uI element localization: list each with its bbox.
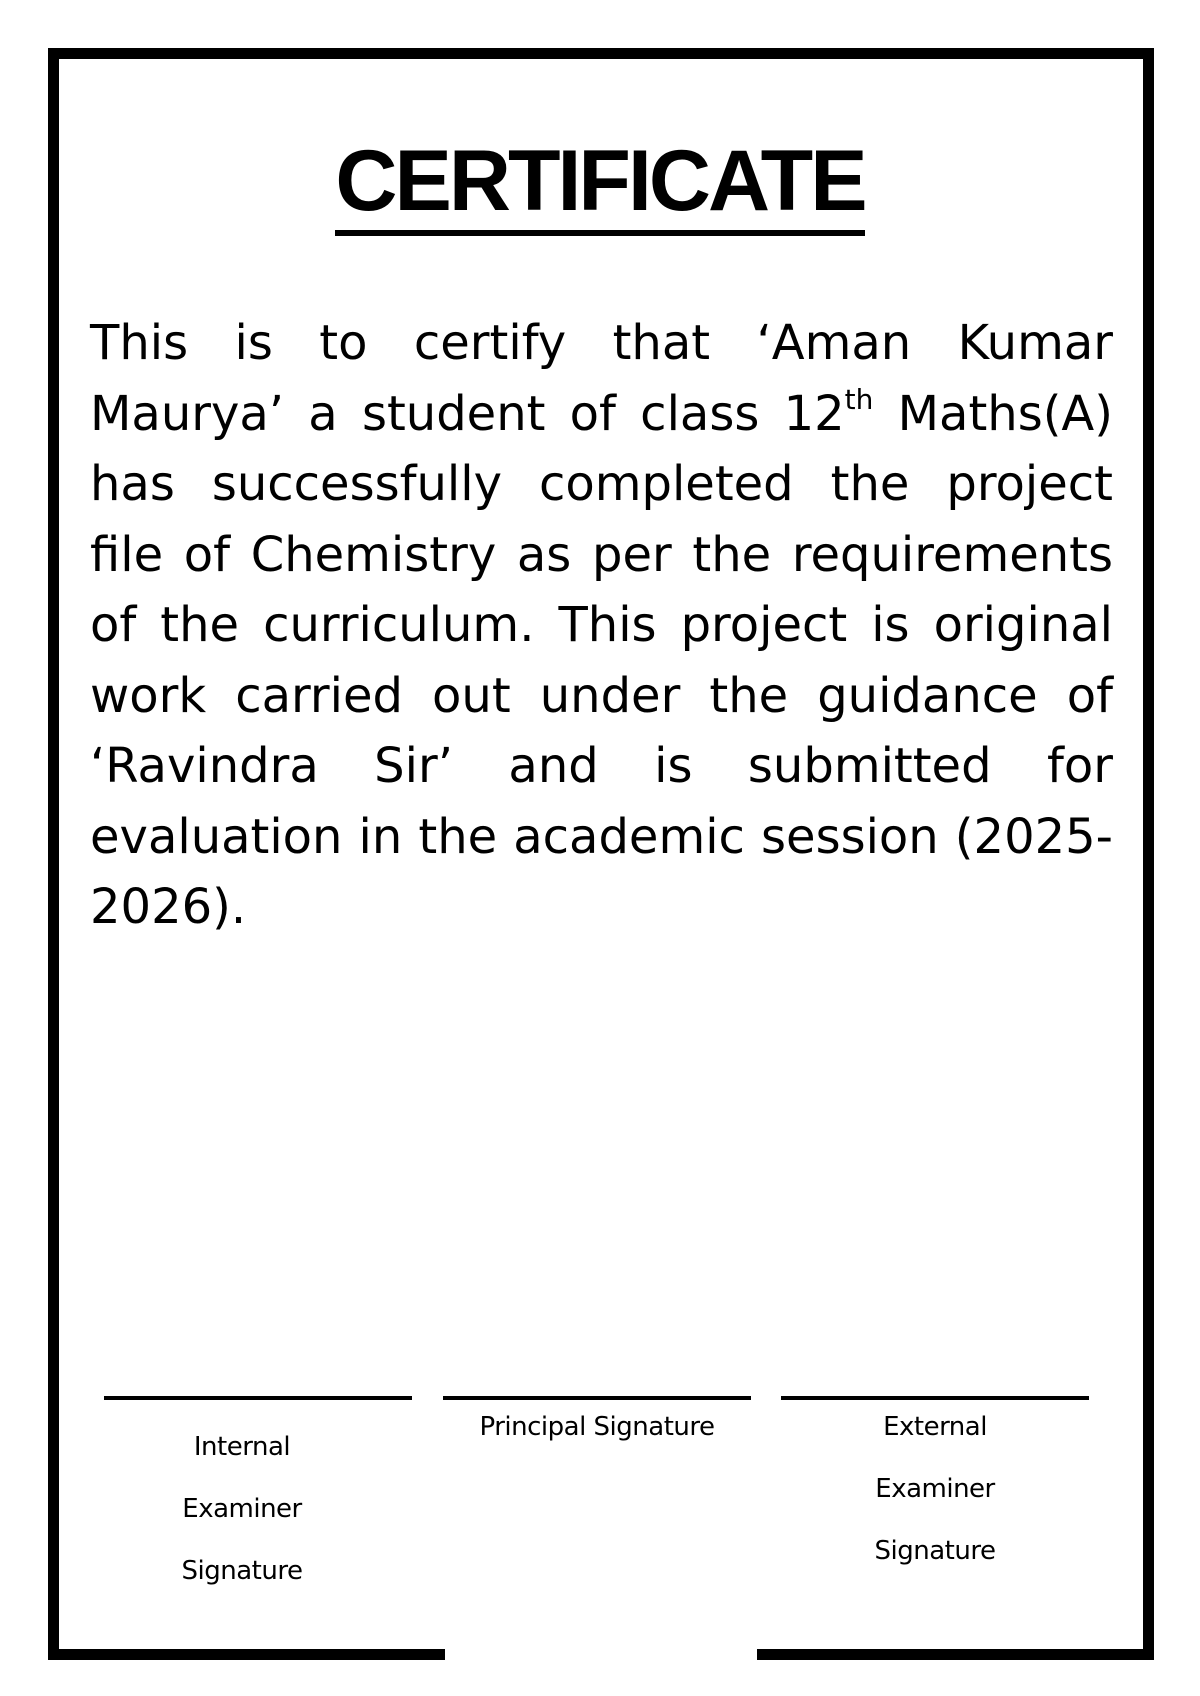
class-ordinal-superscript: th — [844, 382, 874, 416]
page-border-right — [1143, 48, 1154, 1660]
certificate-title — [0, 133, 1200, 236]
page-border-left — [48, 48, 59, 1660]
certificate-title-text: CERTIFICATE — [335, 138, 864, 236]
page-border-top — [48, 48, 1154, 59]
body-text-part-2: Maths(A) has successfully completed the project file of Chemistry as per the requirements of the curriculum. This project is original work carried out under the guidance of ‘Ravindra Sir’ and is submitted for evaluation in the academic session (2025-2026). — [90, 385, 1113, 935]
internal-examiner-signature-line — [104, 1396, 412, 1400]
body-text-part-1: This is to certify that ‘Aman Kumar Maurya’ a student of class 12 — [90, 315, 1113, 442]
internal-label-line-1: Internal — [193, 1432, 291, 1462]
internal-label-line-3: Signature — [181, 1556, 303, 1586]
page-border-bottom-left — [48, 1649, 445, 1660]
principal-label-line-1: Principal Signature — [479, 1412, 715, 1442]
certificate-body — [90, 308, 1113, 943]
internal-label-line-2: Examiner — [182, 1494, 302, 1524]
page-border-bottom-right — [757, 1649, 1154, 1660]
external-label-line-1: External — [883, 1412, 987, 1442]
external-examiner-signature-label — [781, 1396, 1089, 1582]
principal-signature-label — [443, 1396, 751, 1458]
internal-examiner-signature-label — [88, 1416, 396, 1602]
external-label-line-2: Examiner — [875, 1474, 995, 1504]
external-label-line-3: Signature — [874, 1536, 996, 1566]
